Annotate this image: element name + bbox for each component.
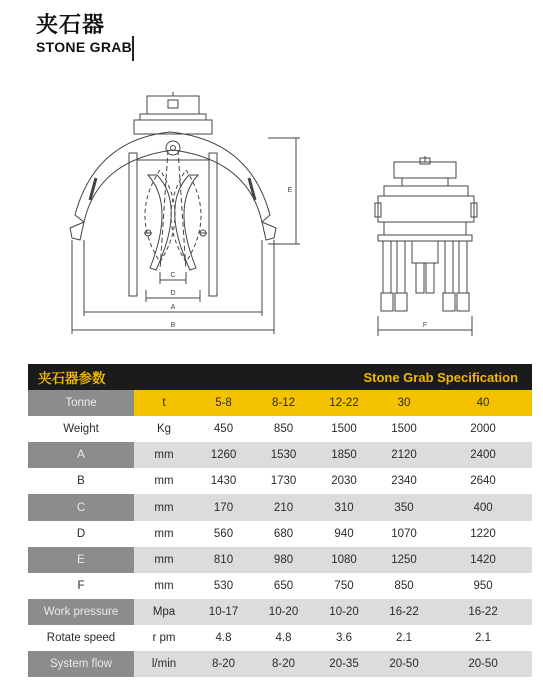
value-cell: 1250 <box>374 547 434 573</box>
header-divider <box>132 36 134 61</box>
value-cell: 2640 <box>434 468 532 494</box>
unit-cell: mm <box>134 573 194 599</box>
row-label: Work pressure <box>28 599 134 625</box>
value-cell: 20-50 <box>374 651 434 677</box>
dim-label-c: C <box>170 272 176 279</box>
table-row <box>28 625 532 651</box>
unit-cell: mm <box>134 547 194 573</box>
tonne-row <box>28 390 532 416</box>
row-label: Rotate speed <box>28 625 134 651</box>
value-cell: 8-20 <box>253 651 314 677</box>
page-title-en: STONE GRAB <box>36 39 133 55</box>
tonne-cell: 40 <box>434 390 532 416</box>
table-row <box>28 442 532 468</box>
dim-label-e: E <box>287 187 293 194</box>
unit-cell: mm <box>134 494 194 520</box>
value-cell: 2340 <box>374 468 434 494</box>
unit-cell: mm <box>134 521 194 547</box>
value-cell: 2.1 <box>434 625 532 651</box>
value-cell: 1530 <box>253 442 314 468</box>
value-cell: 310 <box>314 494 374 520</box>
unit-cell: t <box>134 390 194 416</box>
unit-cell: Mpa <box>134 599 194 625</box>
value-cell: 10-20 <box>253 599 314 625</box>
dim-label-a: A <box>170 304 176 311</box>
value-cell: 980 <box>253 547 314 573</box>
value-cell: 1260 <box>194 442 253 468</box>
row-label: Tonne <box>28 390 134 416</box>
value-cell: 2120 <box>374 442 434 468</box>
value-cell: 2400 <box>434 442 532 468</box>
row-label: E <box>28 547 134 573</box>
value-cell: 10-20 <box>314 599 374 625</box>
table-row <box>28 547 532 573</box>
value-cell: 1430 <box>194 468 253 494</box>
value-cell: 16-22 <box>434 599 532 625</box>
value-cell: 16-22 <box>374 599 434 625</box>
value-cell: 170 <box>194 494 253 520</box>
value-cell: 8-20 <box>194 651 253 677</box>
value-cell: 2.1 <box>374 625 434 651</box>
side-view-drawing <box>375 156 477 336</box>
value-cell: 20-35 <box>314 651 374 677</box>
value-cell: 650 <box>253 573 314 599</box>
row-label: B <box>28 468 134 494</box>
value-cell: 450 <box>194 416 253 442</box>
value-cell: 850 <box>253 416 314 442</box>
unit-cell: r pm <box>134 625 194 651</box>
value-cell: 1850 <box>314 442 374 468</box>
page-header <box>36 8 132 55</box>
tonne-cell: 8-12 <box>253 390 314 416</box>
table-row <box>28 468 532 494</box>
value-cell: 20-50 <box>434 651 532 677</box>
table-row <box>28 416 532 442</box>
value-cell: 530 <box>194 573 253 599</box>
row-label: C <box>28 494 134 520</box>
value-cell: 950 <box>434 573 532 599</box>
value-cell: 3.6 <box>314 625 374 651</box>
value-cell: 210 <box>253 494 314 520</box>
unit-cell: l/min <box>134 651 194 677</box>
spec-table <box>28 364 532 677</box>
value-cell: 2030 <box>314 468 374 494</box>
tonne-cell: 12-22 <box>314 390 374 416</box>
value-cell: 940 <box>314 521 374 547</box>
value-cell: 10-17 <box>194 599 253 625</box>
spec-table-title-row <box>28 364 532 390</box>
value-cell: 680 <box>253 521 314 547</box>
table-row <box>28 521 532 547</box>
row-label: System flow <box>28 651 134 677</box>
row-label: F <box>28 573 134 599</box>
dim-label-b: B <box>170 322 176 329</box>
tonne-cell: 30 <box>374 390 434 416</box>
value-cell: 1070 <box>374 521 434 547</box>
value-cell: 850 <box>374 573 434 599</box>
spec-title-en: Stone Grab Specification <box>253 364 532 390</box>
dim-label-d: D <box>170 290 176 297</box>
value-cell: 560 <box>194 521 253 547</box>
value-cell: 1500 <box>374 416 434 442</box>
value-cell: 4.8 <box>253 625 314 651</box>
value-cell: 400 <box>434 494 532 520</box>
value-cell: 750 <box>314 573 374 599</box>
value-cell: 4.8 <box>194 625 253 651</box>
spec-title-cn: 夹石器参数 <box>28 364 253 390</box>
table-row <box>28 651 532 677</box>
technical-drawing <box>0 80 543 350</box>
table-row <box>28 573 532 599</box>
value-cell: 810 <box>194 547 253 573</box>
row-label: D <box>28 521 134 547</box>
dim-label-f: F <box>422 322 428 329</box>
page-title-cn: 夹石器 <box>36 13 106 38</box>
unit-cell: mm <box>134 442 194 468</box>
table-row <box>28 599 532 625</box>
row-label: A <box>28 442 134 468</box>
value-cell: 1730 <box>253 468 314 494</box>
tonne-cell: 5-8 <box>194 390 253 416</box>
value-cell: 350 <box>374 494 434 520</box>
row-label: Weight <box>28 416 134 442</box>
spec-table-body <box>28 416 532 677</box>
value-cell: 1500 <box>314 416 374 442</box>
value-cell: 1220 <box>434 521 532 547</box>
unit-cell: mm <box>134 468 194 494</box>
value-cell: 1420 <box>434 547 532 573</box>
value-cell: 1080 <box>314 547 374 573</box>
table-row <box>28 494 532 520</box>
value-cell: 2000 <box>434 416 532 442</box>
unit-cell: Kg <box>134 416 194 442</box>
front-view-drawing <box>70 92 300 334</box>
